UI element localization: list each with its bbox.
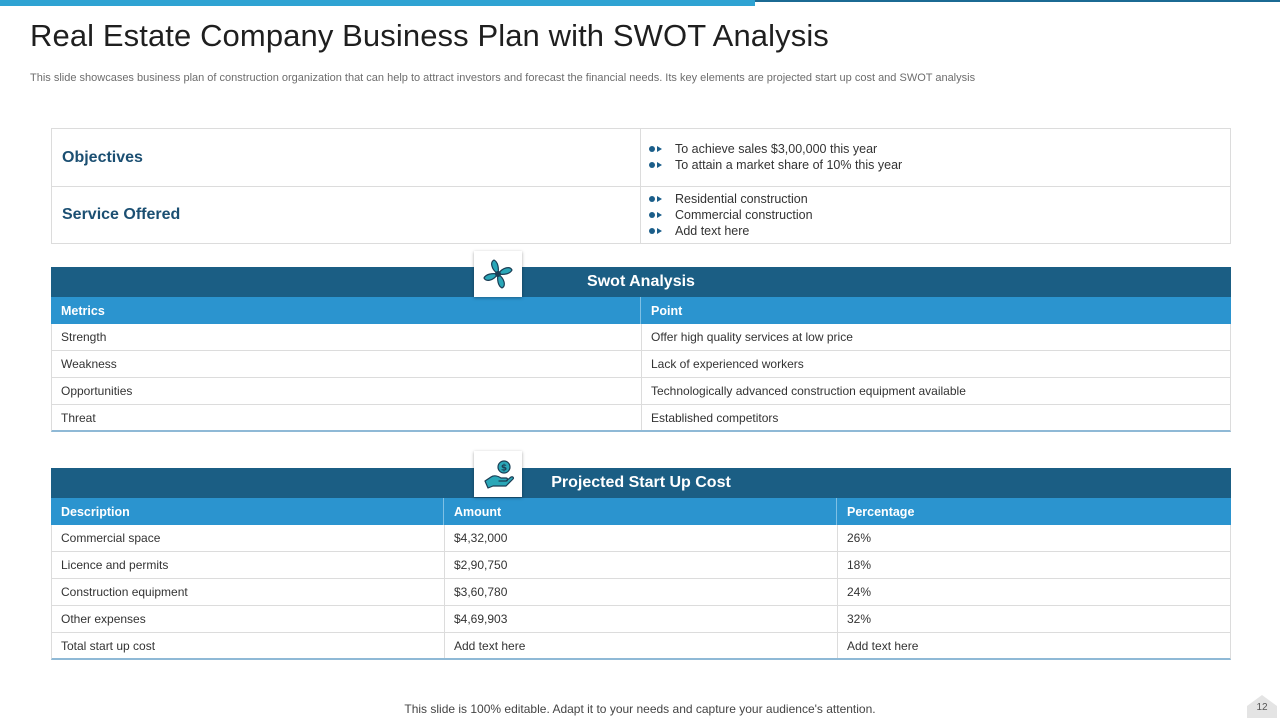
cost-banner: Projected Start Up Cost bbox=[51, 468, 1231, 498]
column-header-amount: Amount bbox=[444, 498, 837, 525]
table-cell: Total start up cost bbox=[52, 633, 445, 658]
table-row bbox=[51, 324, 1231, 351]
table-cell: Threat bbox=[52, 405, 642, 430]
page-number: 12 bbox=[1256, 702, 1268, 713]
table-row bbox=[51, 525, 1231, 552]
table-cell: 32% bbox=[847, 612, 872, 626]
page-number-badge bbox=[1246, 694, 1278, 718]
list-item bbox=[649, 207, 1230, 223]
page-subtitle: This slide showcases business plan of construction organization that can help to attract investors and forecast the financial needs. Its key elements are projected start up cost and SWOT analysis bbox=[30, 72, 976, 84]
table-cell: Strength bbox=[52, 324, 642, 350]
column-header-point: Point bbox=[651, 303, 683, 318]
list-item bbox=[649, 141, 1230, 157]
table-cell: Commercial space bbox=[52, 525, 445, 551]
objective-point: To attain a market share of 10% this year bbox=[675, 158, 903, 172]
table-row bbox=[51, 579, 1231, 606]
table-cell: Offer high quality services at low price bbox=[651, 330, 853, 344]
objective-point: To achieve sales $3,00,000 this year bbox=[675, 142, 878, 156]
list-item bbox=[649, 157, 1230, 173]
objectives-label: Objectives bbox=[52, 129, 641, 186]
hand-coin-icon bbox=[474, 451, 522, 497]
svg-text:$: $ bbox=[500, 463, 508, 474]
table-cell: Weakness bbox=[52, 351, 642, 377]
table-cell: $3,60,780 bbox=[445, 579, 838, 605]
top-accent-bar bbox=[0, 0, 755, 6]
objectives-row bbox=[52, 129, 1230, 187]
column-header-percentage: Percentage bbox=[847, 504, 915, 519]
list-item bbox=[649, 191, 1230, 207]
bullet-arrow-icon bbox=[649, 212, 675, 218]
cost-table bbox=[51, 468, 1231, 660]
table-cell: Construction equipment bbox=[52, 579, 445, 605]
table-cell: 24% bbox=[847, 585, 872, 599]
table-row bbox=[51, 633, 1231, 660]
bullet-arrow-icon bbox=[649, 162, 675, 168]
bullet-arrow-icon bbox=[649, 146, 675, 152]
table-cell: 18% bbox=[847, 558, 872, 572]
table-row bbox=[51, 552, 1231, 579]
page-title: Real Estate Company Business Plan with SWOT Analysis bbox=[30, 18, 829, 53]
column-header-metrics: Metrics bbox=[51, 297, 641, 324]
cost-header-row bbox=[51, 498, 1231, 525]
bullet-arrow-icon bbox=[649, 196, 675, 202]
column-header-description: Description bbox=[51, 498, 444, 525]
service-point: Commercial construction bbox=[675, 208, 813, 222]
propeller-icon bbox=[474, 251, 522, 297]
table-cell: Add text here bbox=[847, 638, 919, 653]
table-cell: $2,90,750 bbox=[445, 552, 838, 578]
table-cell: Technologically advanced construction equipment available bbox=[651, 384, 966, 398]
swot-table bbox=[51, 267, 1231, 432]
service-point: Residential construction bbox=[675, 192, 808, 206]
list-item bbox=[649, 223, 1230, 239]
footer-note: This slide is 100% editable. Adapt it to your needs and capture your audience's attention. bbox=[404, 702, 876, 716]
services-label: Service Offered bbox=[52, 187, 641, 243]
table-cell: Other expenses bbox=[52, 606, 445, 632]
table-row bbox=[51, 378, 1231, 405]
swot-header-row bbox=[51, 297, 1231, 324]
objectives-points bbox=[641, 129, 1230, 186]
service-point: Add text here bbox=[675, 224, 750, 238]
table-cell: Add text here bbox=[445, 633, 838, 658]
table-row bbox=[51, 351, 1231, 378]
table-row bbox=[51, 606, 1231, 633]
objectives-table bbox=[51, 128, 1231, 244]
table-cell: Established competitors bbox=[651, 410, 779, 425]
swot-banner: Swot Analysis bbox=[51, 267, 1231, 297]
table-cell: 26% bbox=[847, 531, 872, 545]
table-row bbox=[51, 405, 1231, 432]
services-points bbox=[641, 187, 1230, 243]
table-cell: Opportunities bbox=[52, 378, 642, 404]
table-cell: Licence and permits bbox=[52, 552, 445, 578]
table-cell: $4,69,903 bbox=[445, 606, 838, 632]
table-cell: $4,32,000 bbox=[445, 525, 838, 551]
services-row bbox=[52, 187, 1230, 243]
bullet-arrow-icon bbox=[649, 228, 675, 234]
table-cell: Lack of experienced workers bbox=[651, 357, 804, 371]
